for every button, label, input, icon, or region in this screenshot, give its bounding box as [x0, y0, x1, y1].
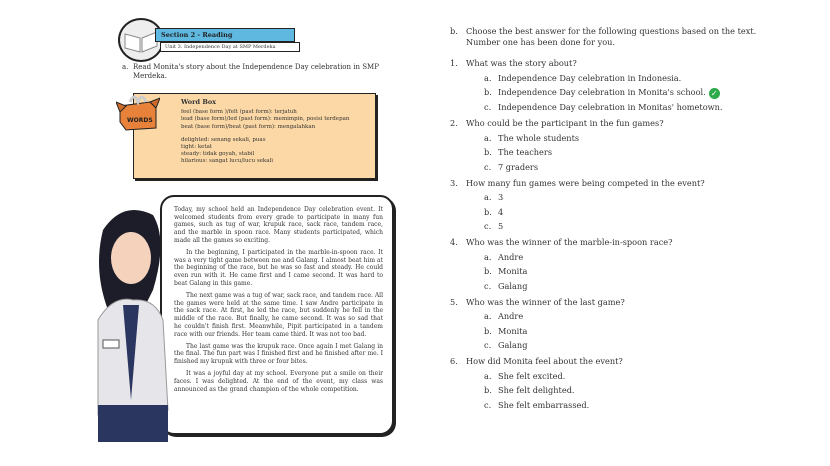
question-number: 4.: [450, 237, 458, 247]
question-3: [450, 178, 770, 233]
question-number: 2.: [450, 118, 458, 128]
question-4: [450, 237, 770, 292]
question-text: Who was the winner of the marble-in-spoon race?: [466, 237, 673, 247]
section-title: Section 2 - Reading: [155, 28, 295, 42]
story-box: [160, 195, 394, 435]
option-letter: b.: [484, 325, 492, 336]
checkmark-icon: ✓: [709, 88, 720, 99]
word-box-entry: lead (base form)/led (past form): memimpin, posisi terdepan: [181, 116, 350, 123]
unit-title: Unit 3. Independence Day at SMP Merdeka: [160, 42, 300, 52]
word-box: [133, 93, 376, 179]
option-text: Independence Day celebration in Monitas' hometown.: [498, 102, 723, 112]
task-b: b. Choose the best answer for the following questions based on the text. Number one has been done for you. 1. What was the story about? a. Independence Day celebration in Indonesia. b. Independence Day celebration in Monita's school. ✓ c. Independence Day celebration in Monitas' hometown. 2. Who could be the participant in the fun games? a. The whole students b. The teachers c. 7 graders 3. How many fun games were being competed in the event? a. 3 b. 4 c. 5 4. Who was the winner of the marble-in-spoon race? a. Andre b. Monita c. Galang 5. Who was the winner of the last game? a. Andre b. Monita c. Galang 6. How did Monita feel about the event? a. She felt excited. b. She felt delighted. c. She felt embarrassed.: [450, 26, 770, 416]
option-text: She felt embarrassed.: [498, 399, 590, 410]
answer-option[interactable]: [466, 252, 770, 263]
option-text: 7 graders: [498, 161, 539, 172]
option-letter: c.: [484, 340, 492, 350]
word-box-entry: hilarious: sangat lucu/lucu sekali: [181, 158, 274, 165]
word-box-entry: feel (base form )/felt (past form): terjatuh: [181, 109, 297, 116]
story-paragraph: In the beginning, I participated in the marble-in-spoon race. It was a very tight game between me and Galang. I almost beat him at the beginning of the race, but he was so fast and steady. He could even run with it. He came first and I came second. It was hard to beat Galang in this game.: [174, 249, 383, 287]
answer-option[interactable]: [466, 326, 770, 337]
question-text: How did Monita feel about the event?: [466, 356, 623, 366]
answer-option[interactable]: [466, 311, 770, 322]
option-text: Galang: [498, 280, 528, 291]
word-box-title: Word Box: [181, 98, 217, 106]
story-paragraph: It was a joyful day at my school. Everyone put a smile on their faces. I was delighted. At the end of the event, my class was announced as the grand champion of the whole competition.: [174, 370, 383, 393]
answer-option[interactable]: [466, 371, 770, 382]
answer-option[interactable]: [466, 207, 770, 218]
option-text: Independence Day celebration in Indonesia.: [498, 72, 682, 83]
word-box-entry: steady: tidak goyah, stabil: [181, 151, 255, 158]
story-paragraph: The next game was a tug of war, sack race, and tandem race. All the games were held at the same time. I saw Andre participate in the sack race. At first, he led the race, but suddenly he fell in the middle of the race. But finally, he came second. It was so sad that he couldn't finish first. Meanwhile, Pipit participated in a tandem race with our friends. Her team came third. It was not too bad.: [174, 292, 383, 338]
option-text: 4: [498, 206, 504, 217]
option-letter: c.: [484, 399, 492, 410]
question-number: 1.: [450, 58, 458, 68]
word-box-entry: beat (base form)/beat (past form): mengalahkan: [181, 123, 316, 130]
option-letter: a.: [484, 192, 492, 202]
option-text: The whole students: [498, 132, 580, 143]
answer-option[interactable]: [466, 192, 770, 203]
option-text: She felt excited.: [498, 370, 566, 381]
option-text: Monita: [498, 266, 528, 276]
option-letter: a.: [484, 72, 492, 83]
option-letter: a.: [484, 311, 492, 321]
option-text: She felt delighted.: [498, 385, 575, 395]
answer-option[interactable]: [466, 102, 770, 113]
question-1: [450, 58, 770, 113]
option-text: Monita: [498, 325, 528, 336]
option-letter: c.: [484, 161, 492, 172]
question-text: Who was the winner of the last game?: [466, 296, 625, 307]
answer-option[interactable]: [466, 266, 770, 277]
option-letter: b.: [484, 385, 492, 395]
question-number: 5.: [450, 296, 458, 307]
option-letter: c.: [484, 102, 492, 112]
option-text: Andre: [498, 251, 524, 262]
story-paragraph: The last game was the krupuk race. Once again I met Galang in the final. The fun part was I finished first and he finished after me. I finished my krupuk with three or four bites.: [174, 342, 383, 366]
option-text: Andre: [498, 311, 524, 321]
question-number: 3.: [450, 177, 458, 188]
option-letter: a.: [484, 370, 492, 381]
option-text: Galang: [498, 340, 528, 350]
answer-option[interactable]: [466, 281, 770, 292]
word-box-entry: delighted: senang sekali, puas: [181, 136, 266, 143]
answer-option[interactable]: [466, 87, 770, 99]
words-crate-icon: [116, 92, 160, 132]
option-letter: b.: [484, 87, 492, 97]
answer-option[interactable]: [466, 340, 770, 351]
task-a: a. Read Monita's story about the Independence Day celebration in SMP Merdeka.: [122, 63, 379, 80]
option-letter: c.: [484, 280, 492, 291]
option-letter: b.: [484, 206, 492, 217]
option-letter: c.: [484, 221, 492, 231]
question-text: What was the story about?: [466, 58, 577, 68]
option-letter: a.: [484, 251, 492, 262]
svg-text:WORDS: WORDS: [127, 117, 153, 124]
answer-option[interactable]: [466, 133, 770, 144]
question-5: [450, 297, 770, 352]
monita-illustration: [93, 200, 183, 442]
answer-option[interactable]: [466, 400, 770, 411]
answer-option[interactable]: [466, 73, 770, 84]
answer-option[interactable]: [466, 147, 770, 158]
word-box-entry: tight: ketat: [181, 144, 213, 151]
question-2: [450, 118, 770, 173]
answer-option[interactable]: [466, 162, 770, 173]
option-letter: b.: [484, 266, 492, 276]
option-text: Independence Day celebration in Monita's school.: [498, 87, 706, 97]
option-text: 3: [498, 192, 504, 202]
answer-option[interactable]: [466, 385, 770, 396]
option-letter: b.: [484, 147, 492, 157]
option-text: 5: [498, 221, 504, 231]
option-letter: a.: [484, 132, 492, 143]
question-6: [450, 356, 770, 411]
question-text: Who could be the participant in the fun games?: [466, 118, 664, 128]
question-text: How many fun games were being competed in the event?: [466, 177, 705, 188]
question-number: 6.: [450, 356, 458, 366]
answer-option[interactable]: [466, 221, 770, 232]
option-text: The teachers: [498, 147, 553, 157]
story-paragraph: Today, my school held an Independence Day celebration event. It welcomed students from every grade to participate in many fun games, such as tug of war, krupuk race, sack race, tandem race, and the marble in spoon race. Many students participated, which made all the games so exciting.: [174, 206, 383, 244]
